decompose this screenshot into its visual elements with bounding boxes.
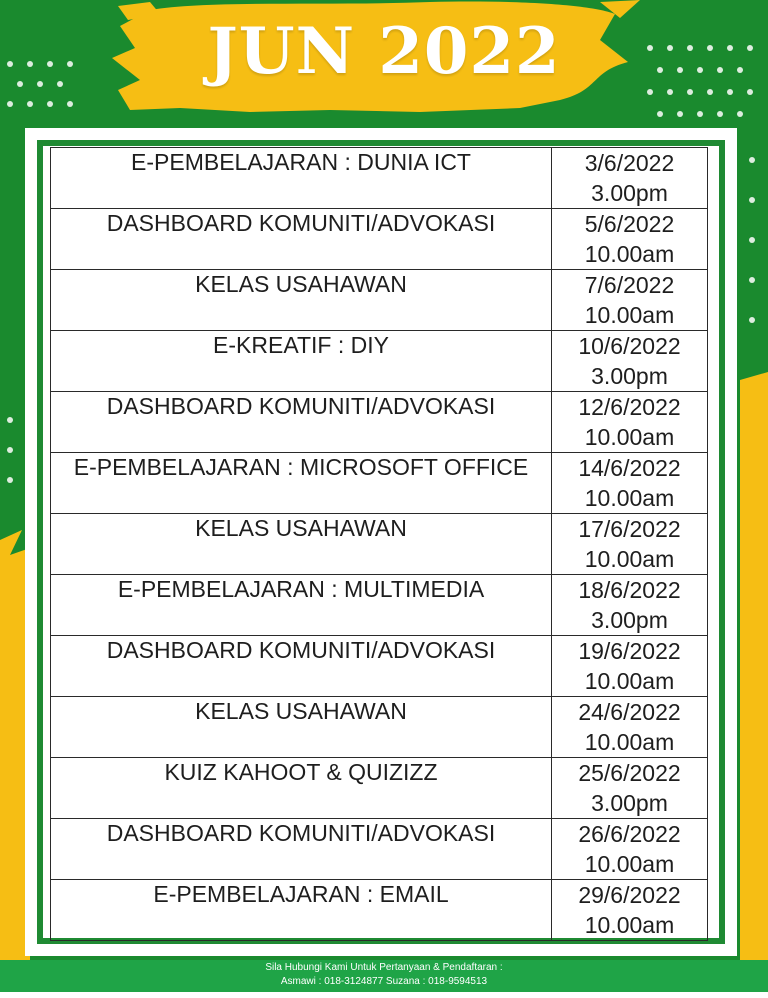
schedule-body	[51, 148, 708, 941]
event-datetime	[552, 392, 708, 453]
schedule-row	[51, 697, 708, 758]
schedule-row	[51, 392, 708, 453]
event-time: 10.00am	[584, 241, 675, 267]
event-name: DASHBOARD KOMUNITI/ADVOKASI	[51, 209, 552, 270]
footer-line-2: Asmawi : 018-3124877 Suzana : 018-9594513	[280, 976, 488, 987]
event-date: 5/6/2022	[584, 211, 675, 237]
schedule-table	[50, 147, 708, 941]
event-date: 10/6/2022	[578, 333, 681, 359]
event-datetime	[552, 453, 708, 514]
event-date: 26/6/2022	[578, 821, 681, 847]
event-time: 3.00pm	[591, 180, 668, 206]
event-name: KELAS USAHAWAN	[51, 697, 552, 758]
schedule-row	[51, 575, 708, 636]
event-date: 25/6/2022	[578, 760, 681, 786]
contact-footer	[0, 960, 768, 992]
schedule-row	[51, 636, 708, 697]
event-name: KELAS USAHAWAN	[51, 270, 552, 331]
event-name: DASHBOARD KOMUNITI/ADVOKASI	[51, 392, 552, 453]
event-time: 3.00pm	[591, 363, 668, 389]
event-datetime	[552, 697, 708, 758]
schedule-row	[51, 453, 708, 514]
event-date: 3/6/2022	[584, 150, 675, 176]
event-time: 10.00am	[584, 546, 675, 572]
schedule-row	[51, 209, 708, 270]
event-datetime	[552, 819, 708, 880]
schedule-row	[51, 148, 708, 209]
event-name: DASHBOARD KOMUNITI/ADVOKASI	[51, 819, 552, 880]
event-date: 14/6/2022	[578, 455, 681, 481]
event-date: 17/6/2022	[578, 516, 681, 542]
event-name: DASHBOARD KOMUNITI/ADVOKASI	[51, 636, 552, 697]
schedule-row	[51, 270, 708, 331]
event-datetime	[552, 636, 708, 697]
schedule-row	[51, 514, 708, 575]
event-datetime	[552, 575, 708, 636]
event-time: 10.00am	[584, 485, 675, 511]
event-date: 12/6/2022	[578, 394, 681, 420]
event-time: 10.00am	[584, 424, 675, 450]
schedule-row	[51, 880, 708, 941]
schedule-row	[51, 758, 708, 819]
event-date: 18/6/2022	[578, 577, 681, 603]
event-name: E-PEMBELAJARAN : DUNIA ICT	[51, 148, 552, 209]
event-datetime	[552, 270, 708, 331]
event-time: 10.00am	[584, 302, 675, 328]
schedule-frame	[37, 140, 725, 944]
event-name: E-PEMBELAJARAN : EMAIL	[51, 880, 552, 941]
event-time: 3.00pm	[591, 607, 668, 633]
event-datetime	[552, 758, 708, 819]
event-time: 10.00am	[584, 851, 675, 877]
event-datetime	[552, 880, 708, 941]
page-title: JUN 2022	[207, 14, 561, 89]
event-datetime	[552, 148, 708, 209]
event-time: 10.00am	[584, 729, 675, 755]
event-time: 10.00am	[584, 912, 675, 938]
schedule-row	[51, 331, 708, 392]
event-date: 24/6/2022	[578, 699, 681, 725]
schedule-panel	[25, 128, 737, 956]
event-name: E-PEMBELAJARAN : MULTIMEDIA	[51, 575, 552, 636]
event-name: KUIZ KAHOOT & QUIZIZZ	[51, 758, 552, 819]
event-datetime	[552, 514, 708, 575]
event-time: 3.00pm	[591, 790, 668, 816]
event-date: 19/6/2022	[578, 638, 681, 664]
event-datetime	[552, 331, 708, 392]
schedule-row	[51, 819, 708, 880]
event-name: KELAS USAHAWAN	[51, 514, 552, 575]
event-datetime	[552, 209, 708, 270]
event-name: E-KREATIF : DIY	[51, 331, 552, 392]
footer-edge	[0, 992, 768, 998]
event-date: 29/6/2022	[578, 882, 681, 908]
event-time: 10.00am	[584, 668, 675, 694]
footer-line-1: Sila Hubungi Kami Untuk Pertanyaan & Pendaftaran :	[265, 962, 503, 973]
event-name: E-PEMBELAJARAN : MICROSOFT OFFICE	[51, 453, 552, 514]
event-date: 7/6/2022	[584, 272, 675, 298]
